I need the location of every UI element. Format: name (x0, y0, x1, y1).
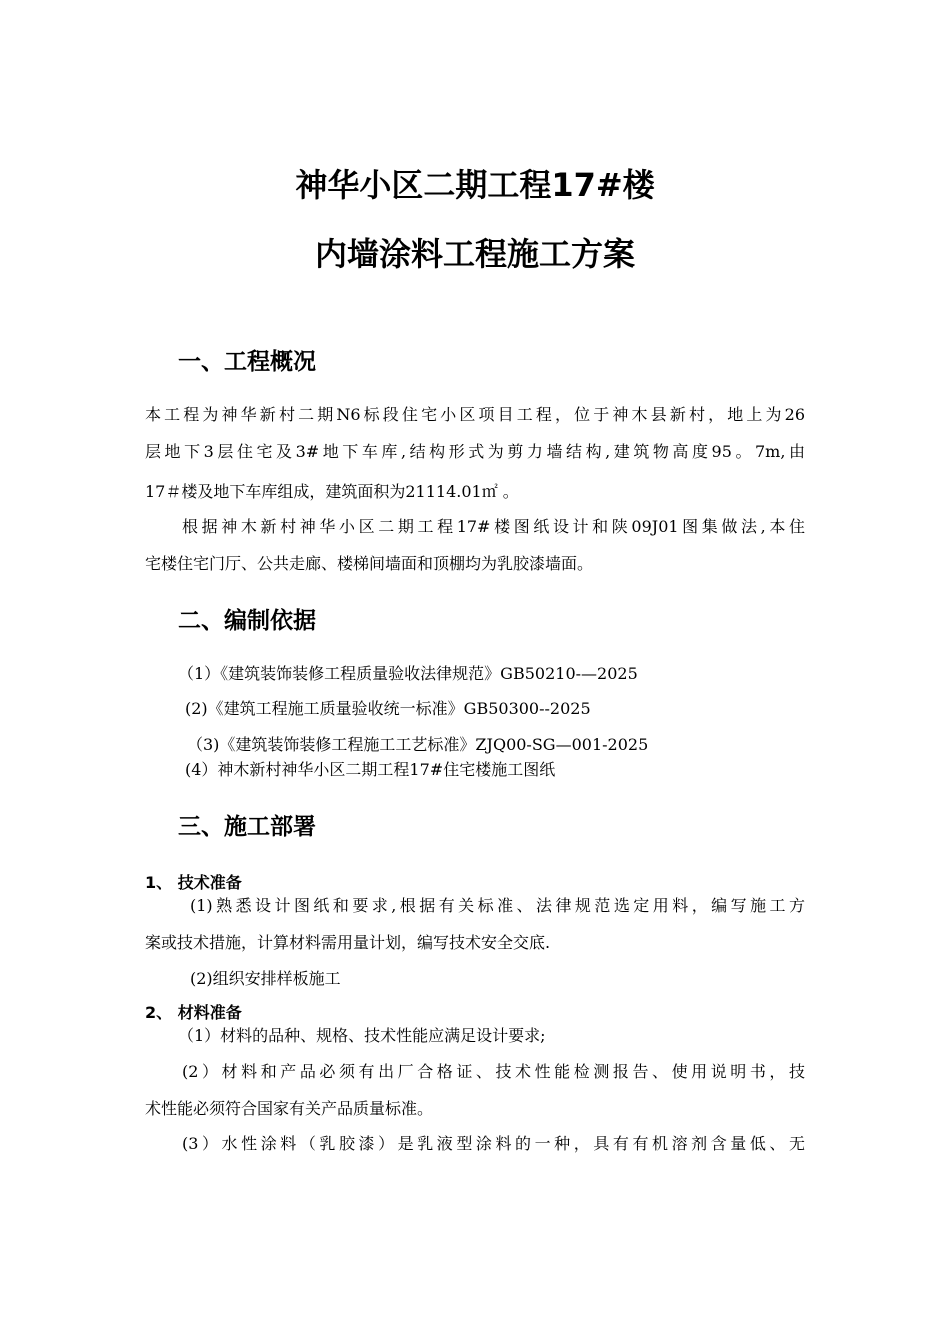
subsection1-line: (1)熟悉设计图纸和要求,根据有关标准、法律规范选定用料，编写施工方 (190, 896, 805, 915)
section2-list-item: (4）神木新村神华小区二期工程17#住宅楼施工图纸 (185, 760, 556, 779)
subsection1-line: 案或技术措施，计算材料需用量计划，编写技术安全交底. (145, 933, 551, 952)
section2-list-item: （1）《建筑装饰装修工程质量验收法律规范》GB50210-—2025 (178, 664, 638, 683)
section1-heading: 一、工程概况 (178, 349, 316, 375)
section2-list-item: （3)《建筑装饰装修工程施工工艺标准》ZJQ00-SG—001-2025 (187, 735, 649, 754)
section1-paragraph1-line: 本工程为神华新村二期N6标段住宅小区项目工程，位于神木县新村，地上为26 (145, 405, 805, 424)
section3-heading: 三、施工部署 (178, 814, 316, 840)
section1-paragraph1-line: 层地下3层住宅及3#地下车库,结构形式为剪力墙结构,建筑物高度95。7m,由 (145, 442, 805, 461)
section1-paragraph2-line: 根据神木新村神华小区二期工程17#楼图纸设计和陕09J01图集做法,本住 (182, 517, 805, 536)
subsection2-heading: 2、 材料准备 (145, 1003, 242, 1022)
section1-paragraph1-line: 17＃楼及地下车库组成，建筑面积为21114.01㎡ 。 (145, 482, 519, 501)
subsection1-line: (2)组织安排样板施工 (190, 969, 341, 988)
subsection2-line: （1）材料的品种、规格、技术性能应满足设计要求; (178, 1026, 546, 1045)
subsection2-line: 术性能必须符合国家有关产品质量标准。 (145, 1099, 434, 1118)
section2-heading: 二、编制依据 (178, 608, 316, 634)
section2-list-item: (2)《建筑工程施工质量验收统一标准》GB50300--2025 (185, 699, 591, 718)
section1-paragraph2-line: 宅楼住宅门厅、公共走廊、楼梯间墙面和顶棚均为乳胶漆墙面。 (145, 554, 594, 573)
subsection2-line: (3）水性涂料（乳胶漆）是乳液型涂料的一种，具有有机溶剂含量低、无 (182, 1134, 805, 1153)
document-title-line2: 内墙涂料工程施工方案 (314, 235, 635, 273)
document-title-line1: 神华小区二期工程17#楼 (295, 166, 655, 204)
subsection1-heading: 1、 技术准备 (145, 873, 242, 892)
subsection2-line: (2）材料和产品必须有出厂合格证、技术性能检测报告、使用说明书，技 (182, 1062, 805, 1081)
